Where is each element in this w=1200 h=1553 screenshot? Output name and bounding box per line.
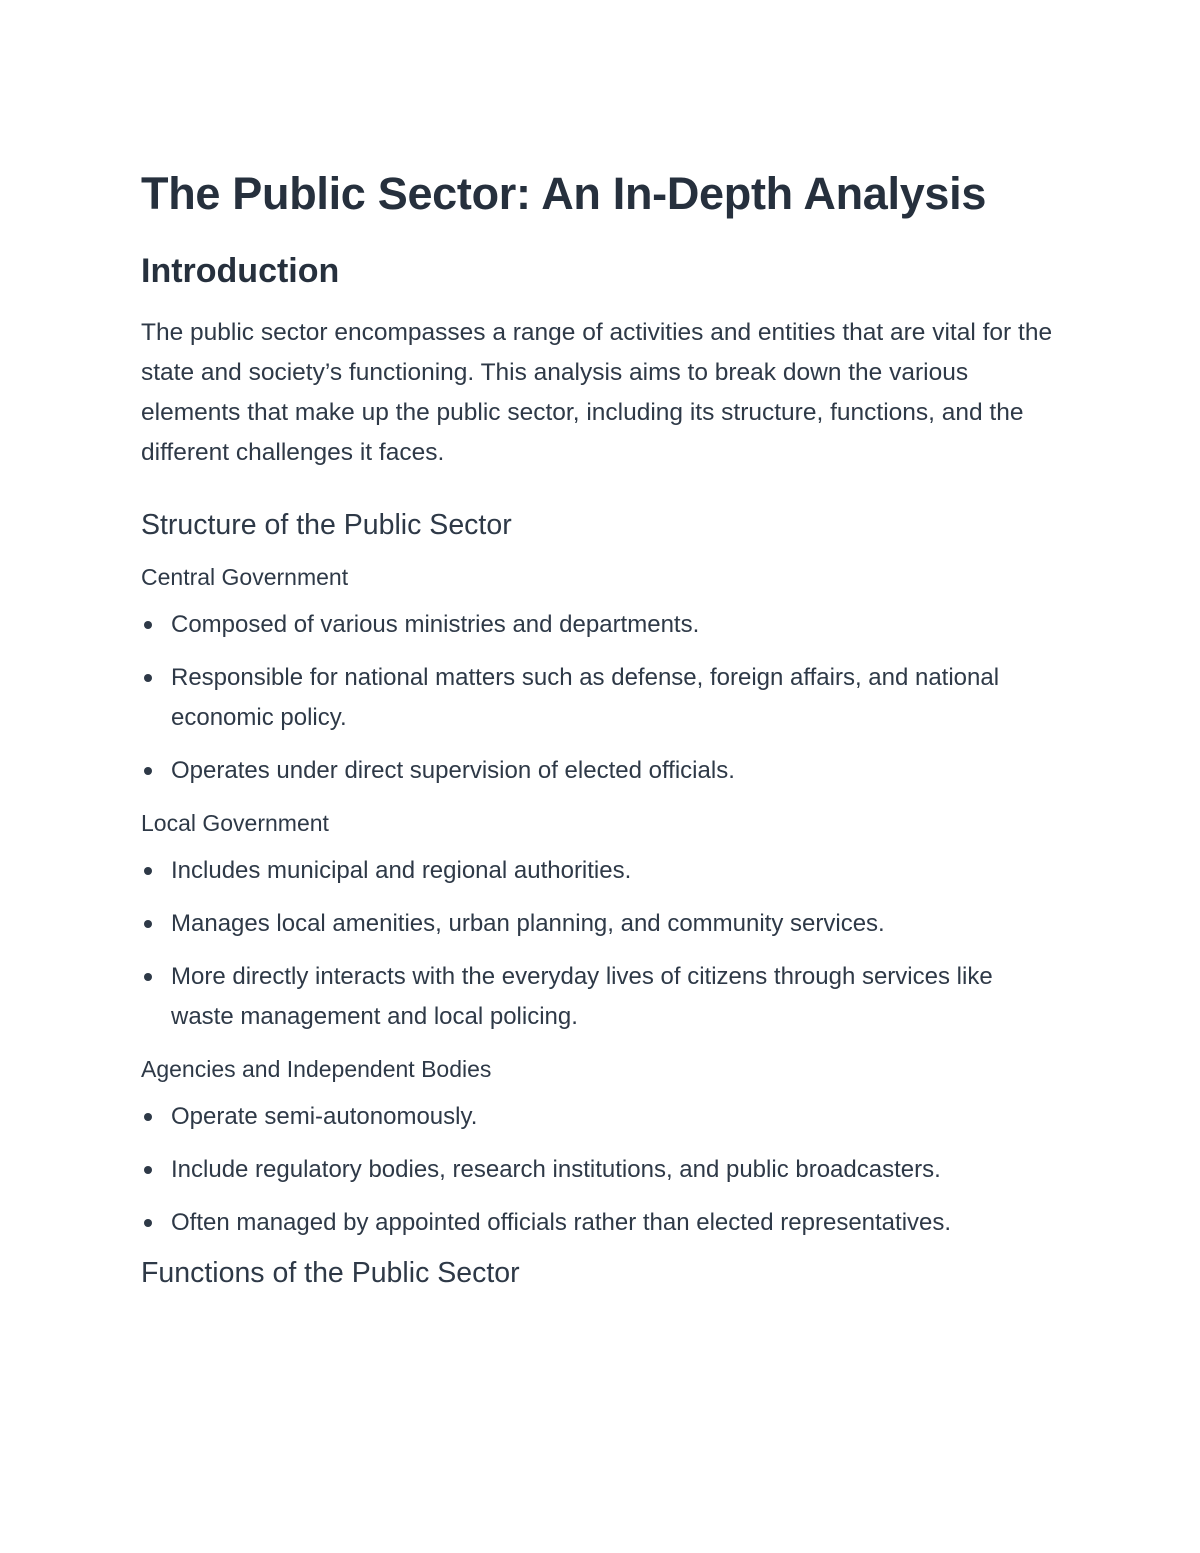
bullet-icon [144, 973, 152, 981]
list-item [141, 658, 1061, 738]
list-item [141, 904, 1061, 944]
bullet-icon [144, 767, 152, 775]
list-item-text: Manages local amenities, urban planning, and community services. [171, 910, 885, 937]
list-item-text: Include regulatory bodies, research institutions, and public broadcasters. [171, 1156, 941, 1183]
bullet-icon [144, 920, 152, 928]
document-content [141, 164, 1061, 1293]
bullet-icon [144, 1219, 152, 1227]
document-title: The Public Sector: An In-Depth Analysis [141, 168, 987, 219]
central-government-heading: Central Government [141, 564, 349, 590]
list-item-text: Composed of various ministries and departments. [171, 611, 700, 638]
list-item [141, 1150, 1061, 1190]
bullet-icon [144, 1113, 152, 1121]
functions-heading: Functions of the Public Sector [141, 1257, 520, 1289]
introduction-paragraph: The public sector encompasses a range of activities and entities that are vital for the state and society’s functioning. This analysis aims to break down the various elements that make up the public sector, including its structure, functions, and the different challenges it faces. [141, 319, 1053, 466]
list-item-text: Operates under direct supervision of elected officials. [171, 757, 735, 784]
local-government-heading: Local Government [141, 810, 329, 836]
list-item-text: Responsible for national matters such as defense, foreign affairs, and national economic policy. [171, 664, 1000, 731]
agencies-heading: Agencies and Independent Bodies [141, 1056, 492, 1082]
list-item [141, 1203, 1061, 1243]
list-item [141, 751, 1061, 791]
bullet-icon [144, 621, 152, 629]
introduction-heading: Introduction [141, 252, 340, 290]
list-item-text: Operate semi-autonomously. [171, 1103, 478, 1130]
list-item-text: More directly interacts with the everyday lives of citizens through services like waste management and local policing. [171, 963, 993, 1030]
bullet-icon [144, 1166, 152, 1174]
list-item [141, 1097, 1061, 1137]
structure-heading: Structure of the Public Sector [141, 509, 512, 541]
list-item-text: Often managed by appointed officials rather than elected representatives. [171, 1209, 952, 1236]
bullet-icon [144, 674, 152, 682]
central-government-list [141, 605, 1061, 791]
list-item [141, 957, 1061, 1037]
agencies-list [141, 1097, 1061, 1243]
list-item-text: Includes municipal and regional authorities. [171, 857, 632, 884]
bullet-icon [144, 867, 152, 875]
list-item [141, 851, 1061, 891]
list-item [141, 605, 1061, 645]
local-government-list [141, 851, 1061, 1037]
